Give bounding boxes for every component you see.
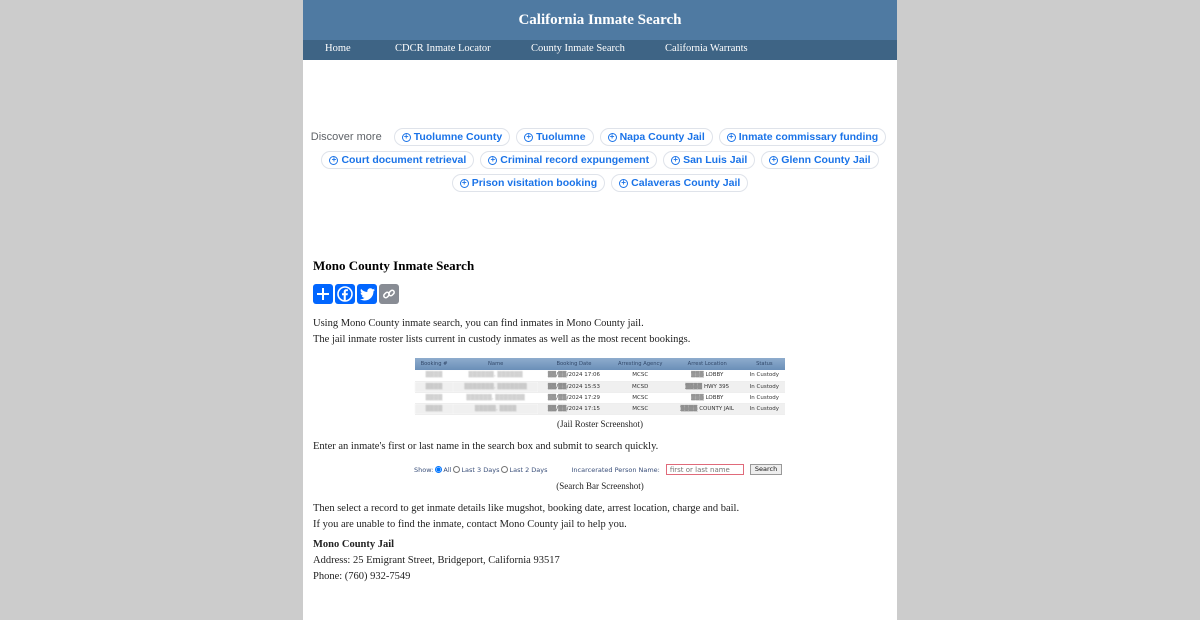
chip-inmate-commissary-funding[interactable]: + Inmate commissary funding [719,128,886,146]
page-title: Mono County Inmate Search [313,258,475,273]
chip-criminal-record-expungement[interactable]: + Criminal record expungement [480,151,657,169]
table-row: ▒▒▒▒ ▒▒▒▒▒, ▒▒▒▒ ▒▒/▒▒/2024 17:15 MCSC ▒▒▒▒ COUNTY JAIL In Custody [415,403,785,414]
radio-all[interactable] [435,466,442,473]
plus-circle-icon: + [402,133,411,142]
plus-circle-icon: + [671,156,680,165]
radio-last-3-days[interactable] [453,466,460,473]
jail-address: Address: 25 Emigrant Street, Bridgeport, California 93517 [313,554,560,566]
plus-circle-icon: + [460,179,469,188]
outro-line-2: If you are unable to find the inmate, contact Mono County jail to help you. [313,518,627,530]
table-row: ▒▒▒▒ ▒▒▒▒▒▒▒, ▒▒▒▒▒▒▒ ▒▒/▒▒/2024 15:53 MCSD ▒▒▒▒ HWY 395 In Custody [415,381,785,392]
plus-circle-icon: + [608,133,617,142]
search-bar-screenshot: Show: All Last 3 Days Last 2 Days Incarcerated Person Name: first or last name Search [414,463,786,477]
plus-circle-icon: + [769,156,778,165]
col-status: Status [744,358,785,370]
nav-county-inmate-search[interactable]: County Inmate Search [531,43,625,54]
chip-calaveras-county-jail[interactable]: + Calaveras County Jail [611,174,748,192]
main-content [313,258,887,585]
copy-link-button[interactable] [379,284,399,304]
outro-line-1: Then select a record to get inmate details like mugshot, booking date, arrest location, charge and bail. [313,502,740,514]
roster-caption: (Jail Roster Screenshot) [557,418,643,429]
share-plus-button[interactable] [313,284,333,304]
chip-san-luis-jail[interactable]: + San Luis Jail [663,151,755,169]
twitter-icon [360,288,375,301]
col-booking-number: Booking # [415,358,453,370]
facebook-share-button[interactable] [335,284,355,304]
search-button[interactable]: Search [750,464,782,475]
jail-roster-figure [313,358,887,429]
link-icon [382,287,396,301]
col-name: Name [453,358,538,370]
jail-roster-screenshot [415,358,785,415]
table-row: ▒▒▒▒ ▒▒▒▒▒▒, ▒▒▒▒▒▒▒ ▒▒/▒▒/2024 17:29 MCSC ▒▒▒ LOBBY In Custody [415,392,785,403]
chip-tuolumne-county[interactable]: + Tuolumne County [394,128,510,146]
col-arresting-agency: Arresting Agency [610,358,671,370]
jail-phone: Phone: (760) 932-7549 [313,570,411,582]
main-nav [303,40,897,60]
search-bar-caption: (Search Bar Screenshot) [556,480,644,491]
share-buttons [313,284,887,304]
table-row: ▒▒▒▒ ▒▒▒▒▒▒, ▒▒▒▒▒▒ ▒▒/▒▒/2024 17:06 MCSC ▒▒▒ LOBBY In Custody [415,370,785,381]
name-search-input[interactable] [666,464,744,475]
col-arrest-location: Arrest Location [671,358,744,370]
nav-home[interactable]: Home [325,43,351,54]
chip-tuolumne[interactable]: + Tuolumne [516,128,593,146]
plus-circle-icon: + [727,133,736,142]
chip-glenn-county-jail[interactable]: + Glenn County Jail [761,151,878,169]
discover-label: Discover more [310,131,382,143]
site-title[interactable]: California Inmate Search [518,11,682,28]
discover-more [303,128,897,197]
col-booking-date: Booking Date [538,358,609,370]
jail-name: Mono County Jail [313,538,395,550]
search-instructions: Enter an inmate's first or last name in the search box and submit to search quickly. [313,440,659,452]
intro-line-1: Using Mono County inmate search, you can find inmates in Mono County jail. [313,318,644,329]
plus-circle-icon: + [488,156,497,165]
plus-circle-icon: + [619,179,628,188]
intro-line-2: The jail inmate roster lists current in custody inmates as well as the most recent bookings. [313,334,691,345]
radio-last-2-days[interactable] [501,466,508,473]
twitter-share-button[interactable] [357,284,377,304]
plus-circle-icon: + [524,133,533,142]
chip-napa-county-jail[interactable]: + Napa County Jail [600,128,713,146]
site-header [303,0,897,40]
show-label: Show: [414,465,434,474]
plus-icon [316,287,330,301]
nav-cdcr-inmate-locator[interactable]: CDCR Inmate Locator [395,43,491,54]
facebook-icon [337,286,353,302]
page-container [303,0,897,620]
nav-california-warrants[interactable]: California Warrants [665,43,748,54]
name-label: Incarcerated Person Name: [571,465,660,474]
chip-court-document-retrieval[interactable]: + Court document retrieval [321,151,474,169]
chip-prison-visitation-booking[interactable]: + Prison visitation booking [452,174,605,192]
search-bar-figure [313,463,887,491]
plus-circle-icon: + [329,156,338,165]
